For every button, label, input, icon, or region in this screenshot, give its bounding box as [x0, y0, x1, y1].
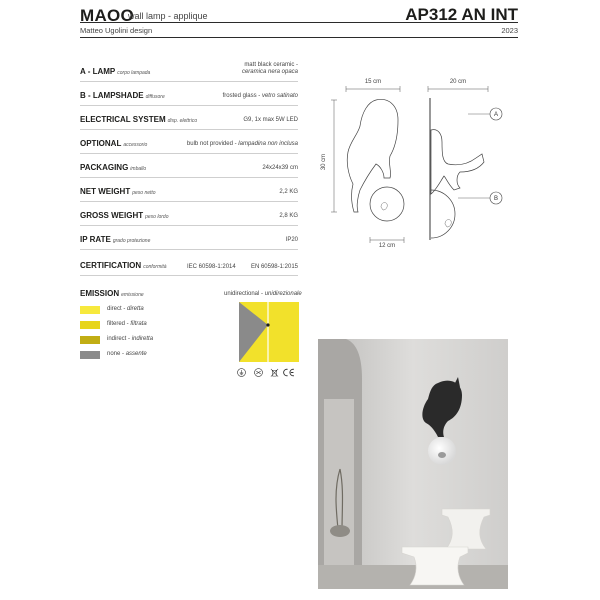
legend-label-it: indiretta: [131, 336, 154, 342]
spec-value: 2,2 KG: [279, 189, 298, 195]
spec-label: CERTIFICATION: [80, 261, 142, 270]
certification-value-1: IEC 60598-1:2014: [187, 264, 236, 270]
spec-sub: imballo: [130, 166, 147, 172]
spec-row-electrical: [80, 105, 298, 130]
emission-diagram: [239, 302, 299, 362]
legend-label: filtered -: [107, 321, 129, 327]
dim-width-side: 20 cm: [449, 79, 467, 85]
spec-value: bulb not provided -: [186, 141, 237, 147]
emission-direction-it: unidirezionale: [264, 291, 302, 297]
spec-label: A - LAMP: [80, 67, 116, 76]
spec-value-it: vetro satinato: [261, 93, 298, 99]
legend-label-it: diretta: [127, 306, 144, 312]
spec-row-net-weight: [80, 177, 298, 202]
product-name: MAOO: [80, 6, 135, 25]
product-code: AP312 AN INT: [405, 5, 518, 24]
certification-value-2: EN 60598-1:2015: [250, 264, 298, 270]
technical-drawing: [318, 72, 518, 247]
spec-row-optional: [80, 129, 298, 154]
emission-direction-en: unidirectional -: [224, 291, 264, 297]
spec-label: OPTIONAL: [80, 139, 122, 148]
legend-swatch-filtered: [80, 321, 100, 329]
spec-sub: peso lordo: [145, 214, 169, 220]
spec-value: matt black ceramic -: [244, 62, 298, 68]
callout-a-label: A: [493, 112, 499, 119]
spec-sub: disp. elettrico: [167, 118, 198, 124]
legend-item-direct: [107, 306, 144, 312]
legend-item-none: [107, 351, 147, 357]
product-type: wall lamp - applique: [128, 11, 208, 21]
legend-swatch-direct: [80, 306, 100, 314]
photo-plant-pot: [330, 525, 350, 537]
legend-label-it: assente: [125, 351, 147, 357]
spec-sub: diffusore: [145, 94, 165, 100]
spec-value: 2,8 KG: [279, 213, 298, 219]
spec-label: B - LAMPSHADE: [80, 91, 144, 100]
emission-title: [80, 289, 144, 298]
side-view-mouse-decal: [445, 220, 451, 227]
legend-swatch-none: [80, 351, 100, 359]
spec-sub: accessorio: [123, 142, 148, 148]
photo-glass-globe: [428, 437, 456, 465]
product-photo-illustration: [318, 339, 508, 589]
spec-value: G9, 1x max 5W LED: [243, 117, 298, 123]
legend-item-indirect: [107, 336, 153, 342]
header-rule-bottom: [80, 37, 518, 38]
front-view-mouse-decal: [381, 203, 387, 210]
spec-row-certification: [80, 251, 298, 276]
legend-label: direct -: [107, 306, 126, 312]
legend-item-filtered: [107, 321, 147, 327]
legend-label: none -: [107, 351, 125, 357]
emission-sub: emissione: [121, 292, 144, 298]
header-rule-top: [80, 22, 518, 23]
side-view-cat-outline: [431, 130, 484, 194]
spec-value-it: ceramica nera opaca: [241, 69, 298, 75]
spec-value: frosted glass -: [222, 93, 261, 99]
spec-sub: peso netto: [132, 190, 156, 196]
legend-label: indirect -: [107, 336, 131, 342]
ce-mark-icon: [282, 368, 295, 377]
spec-sub: conformità: [143, 264, 167, 270]
side-view-shade-globe: [431, 190, 455, 238]
spec-row-lamp: [80, 57, 298, 82]
dim-shade: 12 cm: [378, 243, 396, 247]
spec-label: PACKAGING: [80, 163, 129, 172]
class-ii-icon: [237, 368, 246, 377]
spec-sub: grado protezione: [112, 238, 151, 244]
spec-value: 24x24x39 cm: [262, 165, 298, 171]
no-ballast-icon: [252, 368, 265, 377]
weee-bin-icon: [270, 368, 279, 377]
emission-diagram-source-dot: [266, 323, 269, 326]
legend-swatch-indirect: [80, 336, 100, 344]
dim-width-front: 15 cm: [364, 79, 382, 85]
year: 2023: [501, 26, 518, 35]
spec-row-packaging: [80, 153, 298, 178]
spec-value-it: lampadina non inclusa: [238, 141, 298, 147]
spec-sub: corpo lampada: [117, 70, 151, 76]
legend-label-it: filtrata: [130, 321, 147, 327]
spec-row-gross-weight: [80, 201, 298, 226]
spec-row-ip-rate: [80, 225, 298, 250]
photo-doorway: [324, 399, 354, 589]
emission-direction: [224, 291, 302, 297]
dim-height: 30 cm: [321, 153, 327, 171]
designer-credit: Matteo Ugolini design: [80, 26, 153, 35]
spec-value: IP20: [285, 237, 298, 243]
product-photo: [318, 339, 508, 589]
callout-b-label: B: [493, 196, 499, 203]
spec-label: IP RATE: [80, 235, 111, 244]
spec-label: GROSS WEIGHT: [80, 211, 144, 220]
spec-label: NET WEIGHT: [80, 187, 131, 196]
spec-label: ELECTRICAL SYSTEM: [80, 115, 166, 124]
spec-row-lampshade: [80, 81, 298, 106]
emission-label: EMISSION: [80, 289, 120, 298]
